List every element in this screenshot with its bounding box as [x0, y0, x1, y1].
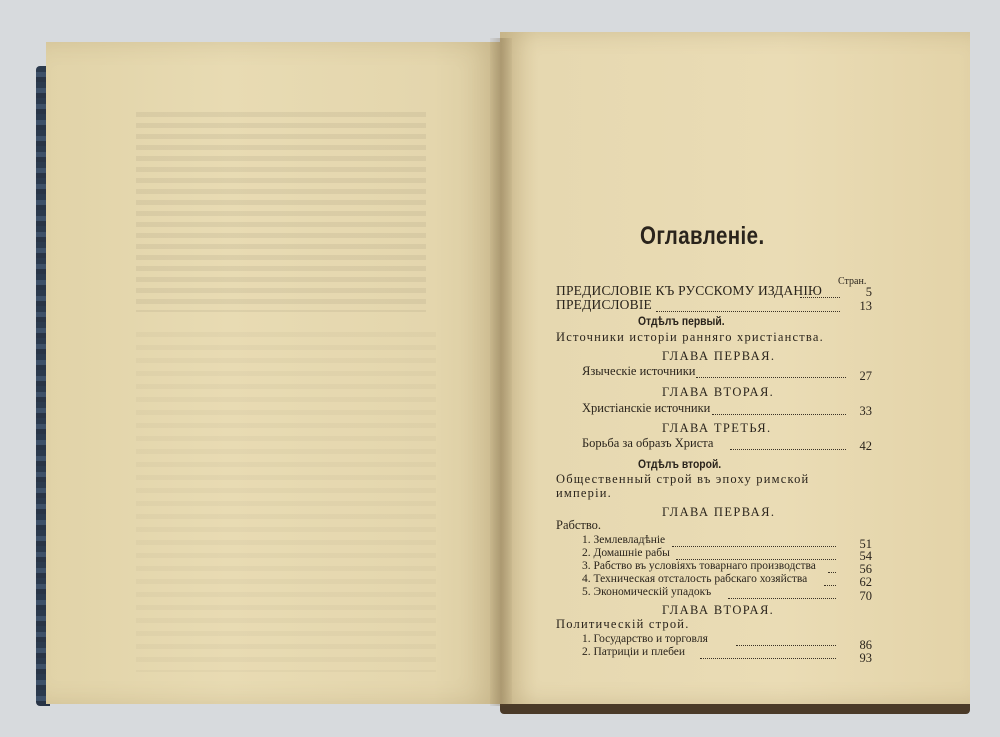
toc-entry-page: 93: [859, 651, 872, 665]
page-title: Оглавленіе.: [640, 222, 765, 250]
toc-entry-label: ПРЕДИСЛОВІЕ КЪ РУССКОМУ ИЗДАНІЮ: [556, 283, 823, 298]
chapter-heading: ГЛАВА ТРЕТЬЯ.: [662, 421, 772, 435]
chapter-topic: Рабство.: [556, 518, 602, 532]
chapter-heading: ГЛАВА ПЕРВАЯ.: [662, 349, 776, 363]
toc-entry-page: 13: [859, 299, 872, 313]
chapter-heading: ГЛАВА ПЕРВАЯ.: [662, 505, 776, 519]
dot-leader: [712, 400, 846, 415]
dot-leader: [656, 297, 840, 312]
toc-entry-page: 56: [859, 562, 872, 576]
dot-leader: [730, 435, 846, 450]
part-subtitle: имперіи.: [556, 486, 612, 500]
toc-entry-label: ПРЕДИСЛОВІЕ: [556, 297, 652, 312]
toc-entry-label: 4. Техническая отсталость рабскаго хозяйства: [582, 573, 808, 585]
left-page: [46, 42, 502, 704]
toc-entry-label: Борьба за образъ Христа: [582, 436, 714, 450]
chapter-heading: ГЛАВА ВТОРАЯ.: [662, 603, 775, 617]
pages-column-label: Стран.: [838, 276, 867, 287]
toc-entry-page: 33: [859, 404, 872, 418]
toc-entry-label: 1. Землевладѣніе: [582, 534, 666, 546]
part-subtitle: Общественный строй въ эпоху римской: [556, 472, 810, 486]
dot-leader: [676, 545, 836, 560]
toc-entry-page: 42: [859, 439, 872, 453]
chapter-topic: Политическій строй.: [556, 617, 690, 631]
toc-entry-page: 70: [859, 589, 872, 603]
toc-entry-page: 51: [859, 537, 872, 551]
toc-entry-label: 2. Патриціи и плебеи: [582, 646, 686, 658]
toc-entry-label: 1. Государство и торговля: [582, 633, 708, 645]
part-heading: Отдѣлъ первый.: [638, 316, 725, 328]
toc-entry-label: 2. Домашніе рабы: [582, 547, 670, 559]
toc-entry-label: 5. Экономическій упадокъ: [582, 586, 712, 598]
bleed-through-text: [136, 112, 426, 312]
toc-entry-page: 27: [859, 369, 872, 383]
toc-entry-label: Христіанскіе источники: [582, 401, 711, 415]
toc-entry-page: 5: [865, 285, 872, 299]
toc-entry-label: 3. Рабство въ условіяхъ товарнаго производства: [582, 560, 816, 572]
bleed-through-text: [136, 332, 436, 672]
dot-leader: [696, 363, 846, 378]
toc-entry-page: 54: [859, 549, 872, 563]
dot-leader: [800, 283, 840, 298]
dot-leader: [728, 584, 836, 599]
book-gutter: [490, 38, 512, 706]
toc-entry-page: 62: [859, 575, 872, 589]
toc-entry-label: Языческіе источники: [582, 364, 696, 378]
toc-entry-page: 86: [859, 638, 872, 652]
dot-leader: [700, 644, 836, 659]
part-subtitle: Источники исторіи ранняго христіанства.: [556, 330, 824, 344]
chapter-heading: ГЛАВА ВТОРАЯ.: [662, 385, 775, 399]
part-heading: Отдѣлъ второй.: [638, 459, 722, 471]
